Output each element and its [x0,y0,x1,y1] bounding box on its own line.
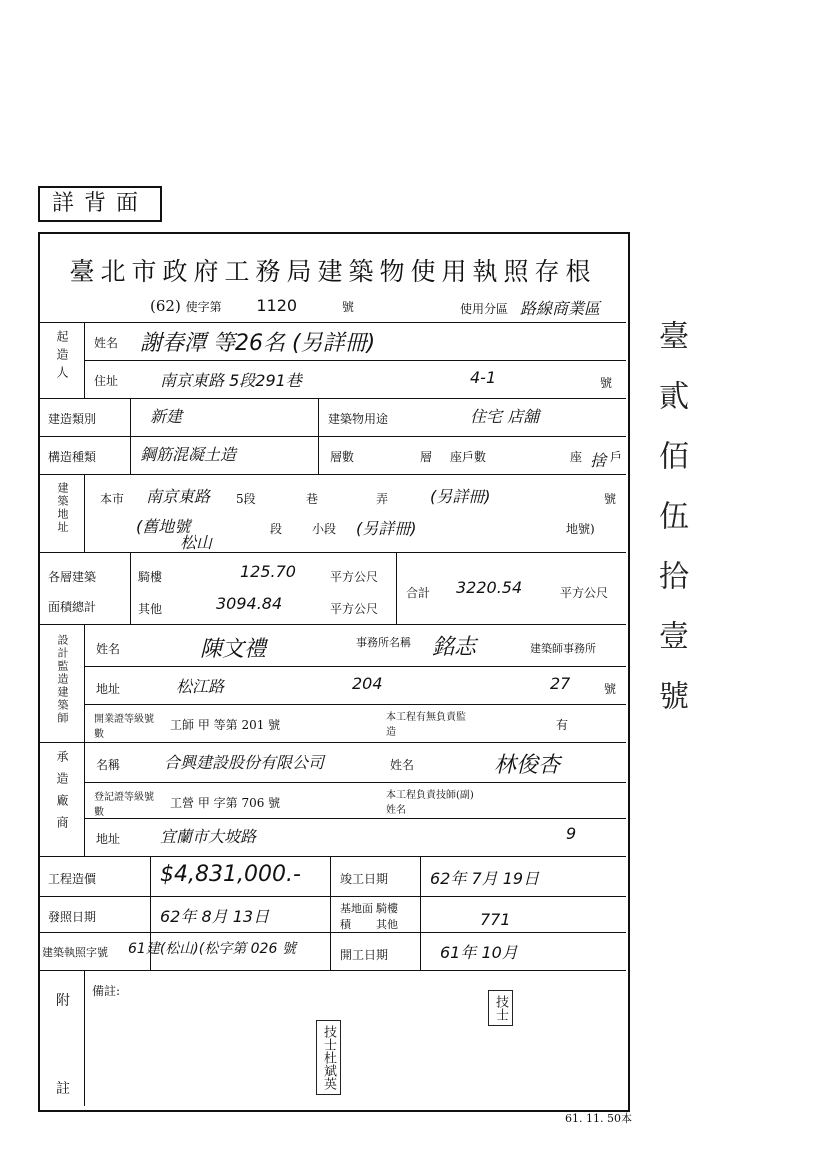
contractor-tech-label: 本工程負責技師(副)姓名 [386,790,474,816]
units-label: 座戶數 [450,450,487,464]
area-total-value: 3220.54 [456,578,523,597]
contractor-name-value: 合興建設股份有限公司 [164,753,325,772]
area-total-label: 合計 [406,586,431,600]
location-old-value: 松山 [180,533,213,552]
start-value: 61年 10月 [440,943,518,962]
remarks-label-2: 註 [56,1081,70,1097]
owner-name-value: 謝春潭 等26名 (另詳冊) [140,331,376,356]
contractor-addr-no: 9 [566,824,577,843]
owner-group-label: 起造人 [55,330,69,384]
building-use-label: 建築物用途 [328,412,389,426]
area-arcade-value: 125.70 [240,562,296,581]
start-label: 開工日期 [340,948,389,962]
designer-office-label: 事務所名稱 [356,636,411,649]
designer-supervise-value: 有 [556,718,569,732]
designer-office-value: 銘志 [432,635,477,660]
issue-base-label: 基地面積 [340,902,373,931]
location-old-note: (另詳冊) [356,519,417,538]
contractor-person-label: 姓名 [390,758,415,772]
owner-address-no: 4-1 [470,368,497,387]
units-suffix-2: 戶 [610,450,623,464]
designer-addr-label: 地址 [96,682,121,696]
header-tag: 詳背面 [38,186,162,222]
location-note: (另詳冊) [430,487,491,506]
contractor-reg-value: 工營 甲 字第 706 號 [170,796,281,810]
zone-label: 使用分區 [460,302,509,316]
cost-label: 工程造價 [48,872,97,886]
contractor-name-label: 名稱 [96,758,121,772]
area-other-value: 3094.84 [216,594,283,613]
owner-name-label: 姓名 [94,336,119,350]
cost-value: $4,831,000.- [160,862,301,887]
designer-name-label: 姓名 [96,642,121,656]
location-alley: 弄 [376,492,389,506]
location-land-label: 號 [604,492,617,506]
number-value: 1120 [256,296,298,315]
remarks-text-label: 備註: [92,984,121,998]
area-unit-3: 平方公尺 [560,586,609,600]
location-old-section: 段 [270,522,283,536]
floors-label: 層數 [330,450,355,464]
location-lane: 巷 [306,492,319,506]
location-section: 5段 [236,492,256,506]
side-stamp-text: 臺貳佰伍拾壹號 [653,320,688,740]
location-road: 南京東路 [146,487,211,506]
contractor-group-label: 承造廠商 [55,750,69,838]
designer-addr-no: 204 [352,674,383,693]
permit-value: 61建(松山)(松字第 026 號 [128,941,296,957]
location-old-sub: 小段 [312,522,337,536]
location-old-addr: (舊地號 [136,517,191,536]
designer-group-label: 設計監造建築師 [56,634,69,725]
area-label-2: 面積總計 [48,600,97,614]
form-title: 臺北市政府工務局建築物使用執照存根 [69,257,597,286]
building-type-label: 建造類別 [48,412,97,426]
units-suffix-1: 座 [570,450,583,464]
building-use-value: 住宅 店舖 [470,407,540,426]
permit-number [150,296,354,315]
structure-value: 鋼筋混凝土造 [140,445,237,464]
number-word: 使字第 [185,300,222,314]
area-unit-1: 平方公尺 [330,570,379,584]
contractor-addr-label: 地址 [96,832,121,846]
contractor-person-value: 林俊杏 [494,753,561,778]
structure-label: 構造種類 [48,450,97,464]
stamp-1: 技士杜斌英 [316,1020,341,1095]
issue-base-other: 其他 [376,918,398,931]
permit-label: 建築執照字號 [42,946,108,959]
designer-addr-suffix: 號 [604,682,617,696]
issue-base-arcade: 騎樓 [376,902,398,915]
done-value: 62年 7月 19日 [430,869,540,888]
location-group-label: 建築地址 [56,482,69,534]
building-type-value: 新建 [150,407,183,426]
units-value: 捨 [590,451,607,470]
designer-office-suffix: 建築師事務所 [530,642,596,655]
number-suffix: 號 [341,300,354,314]
owner-address-value: 南京東路 5段291巷 [160,371,302,390]
issue-label: 發照日期 [48,910,97,924]
done-label: 竣工日期 [340,872,389,886]
area-arcade-label: 騎樓 [138,570,163,584]
area-label-1: 各層建築 [48,570,97,584]
designer-name-value: 陳文禮 [200,637,267,662]
remarks-label-1: 附 [56,993,70,1009]
designer-addr-value: 松江路 [176,677,225,696]
stamp-2: 技士 [488,990,513,1026]
contractor-addr-value: 宜蘭市大坡路 [160,827,257,846]
issue-value: 62年 8月 13日 [160,907,270,926]
floors-suffix: 層 [420,450,433,464]
location-land-no: 地號) [566,522,595,536]
permit-form [38,232,630,1112]
area-other-label: 其他 [138,602,163,616]
designer-supervise-label: 本工程有無負責監造 [386,712,466,738]
number-prefix: (62) [150,297,181,315]
designer-addr-alley: 27 [550,674,571,693]
issue-base-other-value: 771 [480,910,511,929]
contractor-reg-label: 登記證等級號數 [94,792,154,818]
owner-address-label: 住址 [94,374,119,388]
designer-reg-value: 工師 甲 等第 201 號 [170,718,281,732]
area-unit-2: 平方公尺 [330,602,379,616]
location-city: 本市 [100,492,125,506]
form-footer: 61. 11. 50本 [565,1112,632,1125]
zone-value: 路線商業區 [520,299,601,318]
designer-reg-label: 開業證等級號數 [94,714,154,740]
owner-address-suffix: 號 [600,376,613,390]
